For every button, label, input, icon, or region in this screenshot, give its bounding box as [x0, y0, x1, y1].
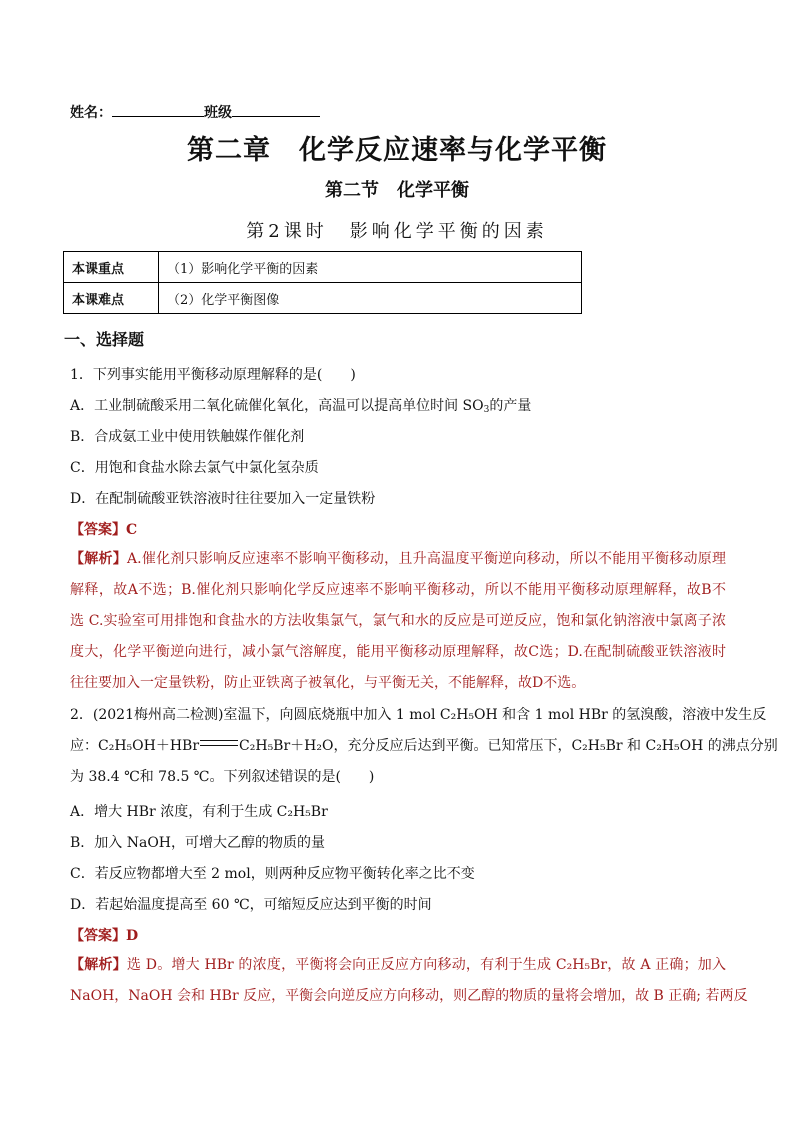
q1-stem: 1．下列事实能用平衡移动原理解释的是( ) [70, 367, 356, 383]
equilibrium-arrow-icon [200, 740, 238, 746]
q2-analysis [70, 950, 748, 1012]
q2-analysis-line [70, 950, 726, 981]
difficulty-label: 本课难点 [64, 283, 159, 314]
table-row [64, 283, 582, 314]
q1-option-c: C．用饱和食盐水除去氯气中氯化氢杂质 [70, 460, 319, 476]
section-heading: 一、选择题 [64, 330, 145, 349]
q1-option-b: B．合成氨工业中使用铁触媒作催化剂 [70, 429, 305, 445]
q1-answer: 【答案】C [70, 522, 138, 538]
q2-option-c: C．若反应物都增大至 2 mol，则两种反应物平衡转化率之比不变 [70, 866, 475, 882]
analysis-label: 【解析】 [70, 957, 127, 973]
section-title: 第二节 化学平衡 [325, 180, 469, 201]
q1-option-a-text-end: 的产量 [489, 398, 532, 414]
name-blank[interactable] [112, 104, 204, 117]
q2-stem-line [70, 731, 778, 762]
name-label: 姓名： [70, 105, 112, 121]
q2-stem-text: 应：C₂H₅OH＋HBr [70, 738, 200, 754]
class-label: 班级 [204, 105, 232, 121]
q1-option-a-subscript: 3 [483, 405, 490, 415]
q2-stem-line: 2．(2021梅州高二检测)室温下，向圆底烧瓶中加入 1 mol C₂H₅OH 和含 1 mol HBr 的氢溴酸，溶液中发生反 [70, 707, 767, 723]
q2-stem-text-end: C₂H₅Br＋H₂O，充分反应后达到平衡。已知常压下，C₂H₅Br 和 C₂H₅OH 的沸点分别 [239, 738, 778, 754]
q2-option-b: B．加入 NaOH，可增大乙醇的物质的量 [70, 835, 326, 851]
q1-analysis-line: 解释，故A不选；B.催化剂只影响化学反应速率不影响平衡移动，所以不能用平衡移动原理解释，故B不 [70, 582, 726, 598]
q1-analysis-line: 度大，化学平衡逆向进行，减小氯气溶解度，能用平衡移动原理解释，故C选；D.在配制硫酸亚铁溶液时 [70, 644, 726, 660]
q1-analysis [70, 544, 726, 699]
student-info-line [70, 102, 320, 122]
q2-stem-line: 为 38.4 ℃和 78.5 ℃。下列叙述错误的是( ) [70, 769, 375, 785]
chapter-title: 第二章 化学反应速率与化学平衡 [187, 135, 607, 166]
q2-option-d: D．若起始温度提高至 60 ℃，可缩短反应达到平衡的时间 [70, 897, 432, 913]
q1-option-a [70, 395, 531, 415]
q1-option-d: D．在配制硫酸亚铁溶液时往往要加入一定量铁粉 [70, 491, 376, 507]
q2-option-a: A．增大 HBr 浓度，有利于生成 C₂H₅Br [70, 804, 328, 820]
difficulty-value: （2）化学平衡图像 [159, 283, 582, 314]
class-blank[interactable] [232, 104, 320, 117]
q1-analysis-line: 往往要加入一定量铁粉，防止亚铁离子被氧化，与平衡无关，不能解释，故D不选。 [70, 675, 586, 691]
q1-analysis-line: 选 C.实验室可用排饱和食盐水的方法收集氯气，氯气和水的反应是可逆反应，饱和氯化钠溶液中氯离子浓 [70, 613, 726, 629]
analysis-text: 选 D。增大 HBr 的浓度，平衡将会向正反应方向移动，有利于生成 C₂H₅Br，故 A 正确；加入 [126, 957, 727, 973]
analysis-label: 【解析】 [70, 551, 128, 567]
lesson-title: 第2课时 影响化学平衡的因素 [246, 221, 548, 242]
q2-stem [70, 700, 778, 793]
analysis-text: A.催化剂只影响反应速率不影响平衡移动，且升高温度平衡逆向移动，所以不能用平衡移动原理 [127, 551, 727, 567]
table-row [64, 252, 582, 283]
q2-answer: 【答案】D [70, 928, 139, 944]
q1-option-a-text: A．工业制硫酸采用二氧化硫催化氧化，高温可以提高单位时间 SO [70, 398, 484, 414]
key-point-label: 本课重点 [64, 252, 159, 283]
q1-analysis-line [70, 544, 726, 575]
key-points-table [63, 251, 582, 314]
q2-analysis-line: NaOH，NaOH 会和 HBr 反应，平衡会向逆反应方向移动，则乙醇的物质的量将会增加，故 B 正确; 若两反 [70, 988, 748, 1004]
key-point-value: （1）影响化学平衡的因素 [159, 252, 582, 283]
